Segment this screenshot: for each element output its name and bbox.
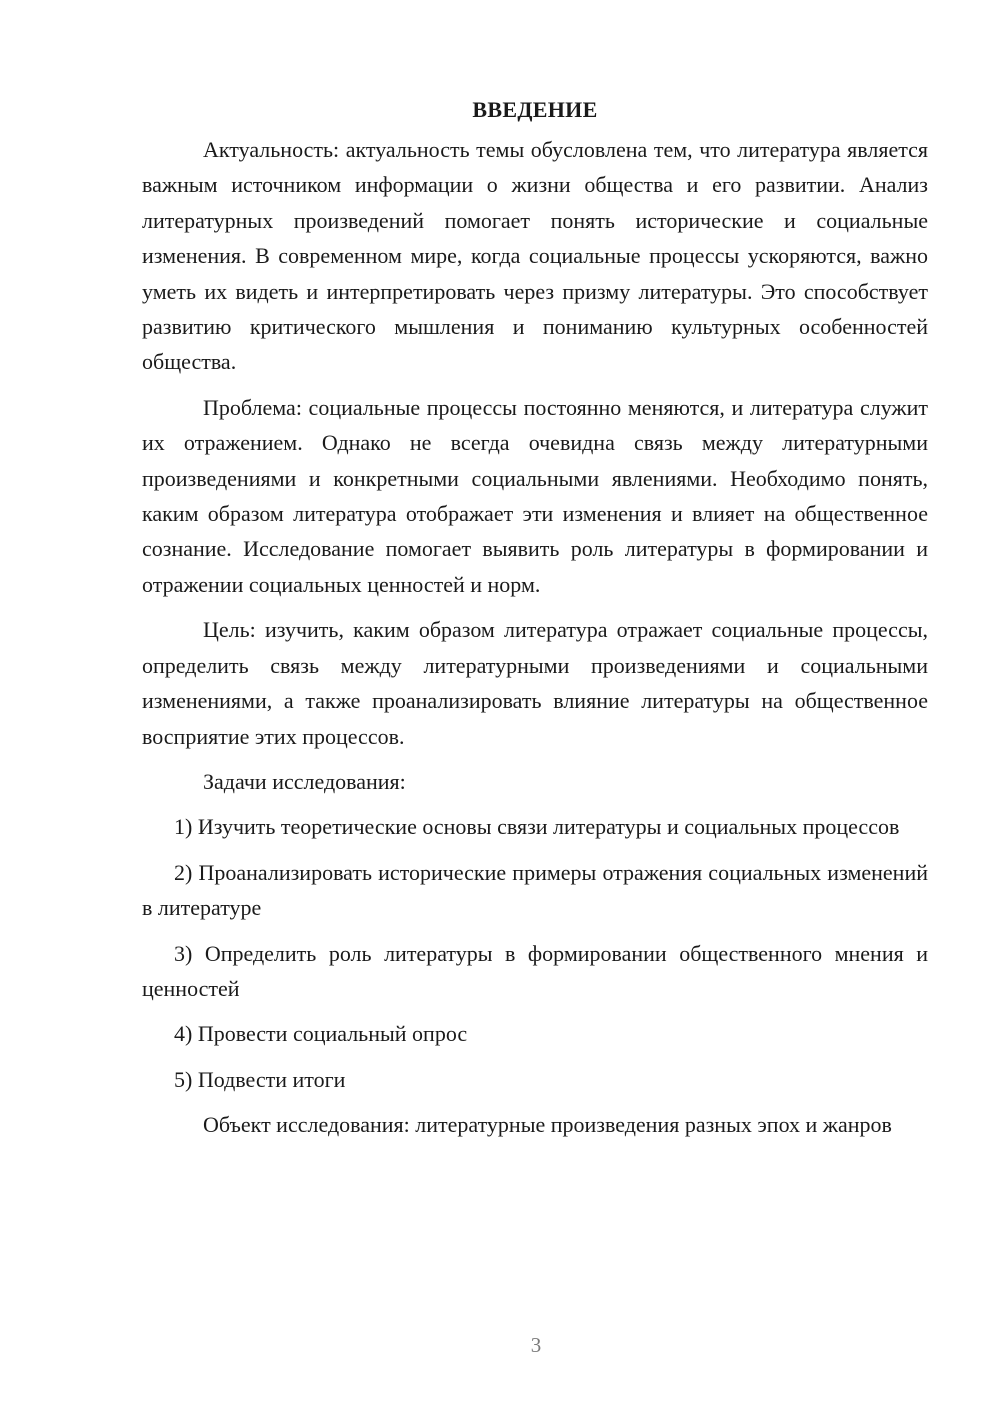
list-item: 2) Проанализировать исторические примеры отражения социальных изменений в литературе bbox=[142, 859, 928, 921]
goal-paragraph: Цель: изучить, каким образом литература отражает социальные процессы, определить связь между литературными произведениями и социальными изменениями, а также проанализировать влияние литературы на общественное восприятие этих процессов. bbox=[142, 617, 928, 749]
list-item: 3) Определить роль литературы в формировании общественного мнения и ценностей bbox=[142, 940, 928, 1001]
object-paragraph: Объект исследования: литературные произведения разных эпох и жанров bbox=[203, 1112, 892, 1138]
tasks-heading: Задачи исследования: bbox=[203, 768, 406, 794]
page-number: 3 bbox=[530, 1333, 542, 1357]
document-page bbox=[142, 92, 928, 1153]
page-title: ВВЕДЕНИЕ bbox=[472, 97, 598, 122]
list-item: 1) Изучить теоретические основы связи литературы и социальных процессов bbox=[174, 814, 900, 840]
list-item: 5) Подвести итоги bbox=[174, 1066, 346, 1092]
relevance-paragraph: Актуальность: актуальность темы обусловлена тем, что литература является важным источником информации о жизни общества и его развитии. Анализ литературных произведений помогает понять исторические и социальные изменения. В современном мире, когда социальные процессы ускоряются, важно уметь их видеть и интерпретировать через призму литературы. Это способствует развитию критического мышления и пониманию культурных особенностей общества. bbox=[142, 137, 928, 375]
problem-paragraph: Проблема: социальные процессы постоянно меняются, и литература служит их отражением. Однако не всегда очевидна связь между литературными произведениями и конкретными социальными явлениями. Необходимо понять, каким образом литература отображает эти изменения и влияет на общественное сознание. Исследование помогает выявить роль литературы в формировании и отражении социальных ценностей и норм. bbox=[142, 394, 928, 597]
tasks-list bbox=[142, 809, 928, 1097]
list-item: 4) Провести социальный опрос bbox=[174, 1021, 468, 1047]
